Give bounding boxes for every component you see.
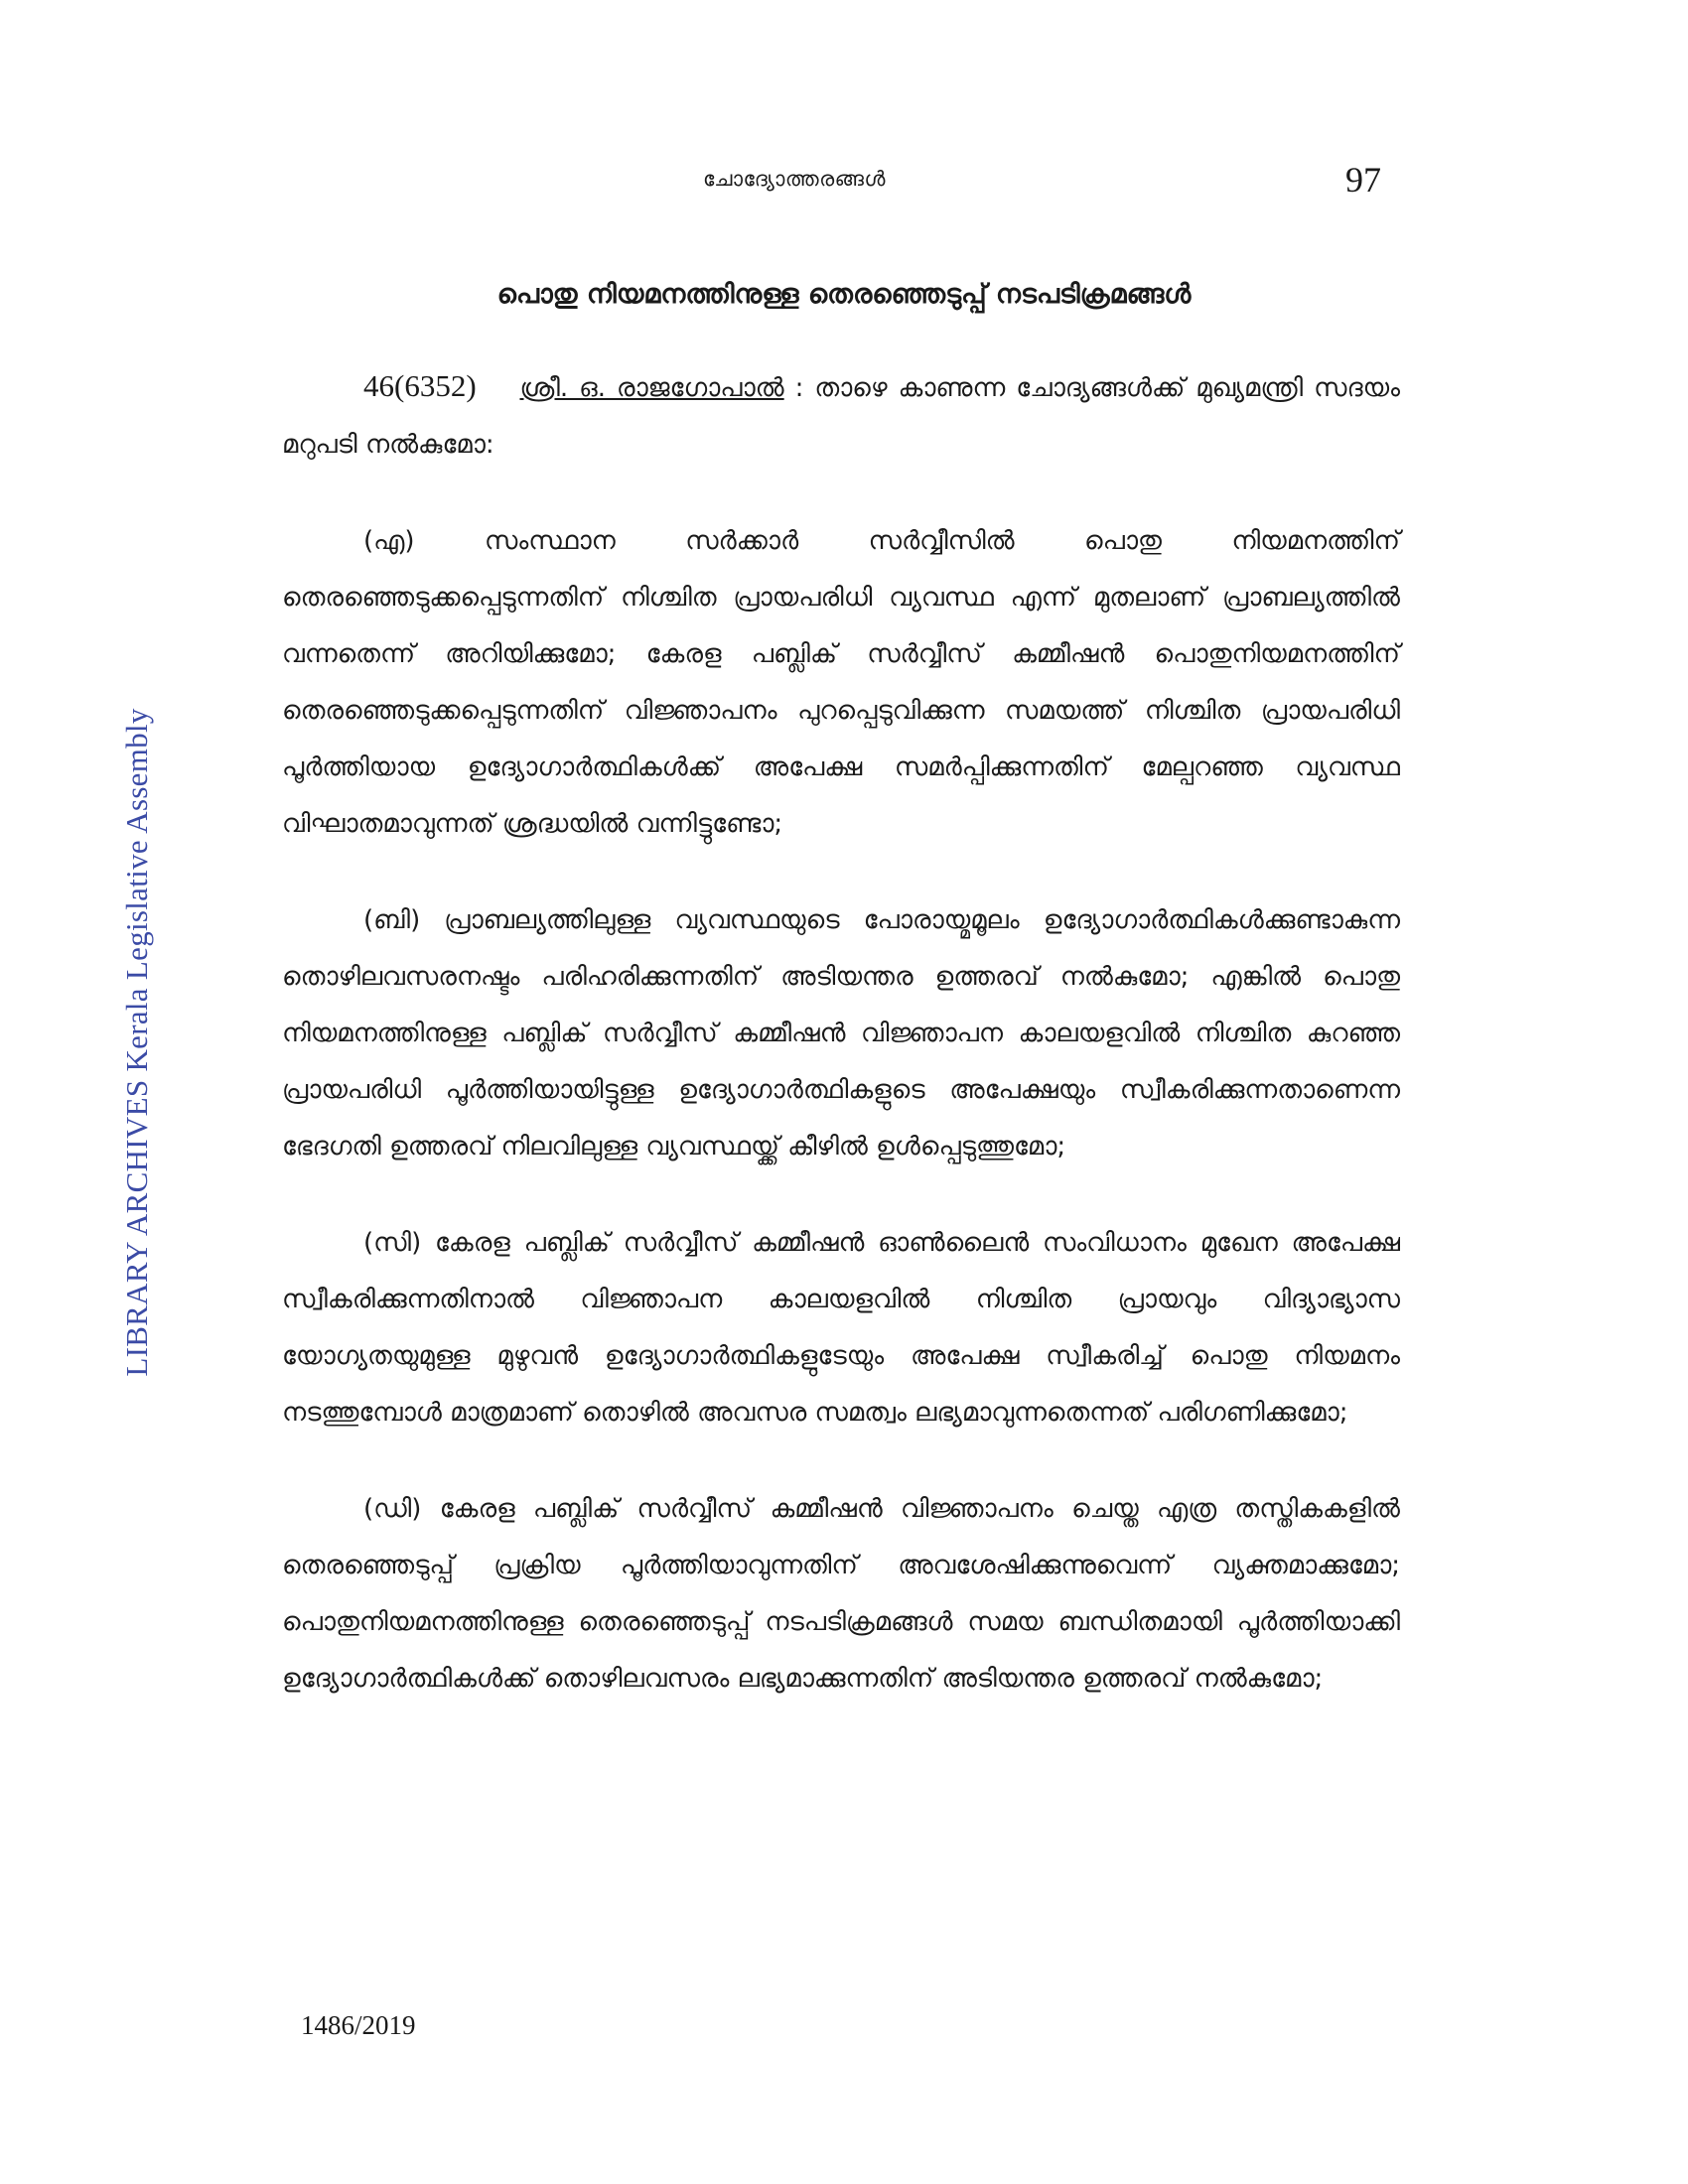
question-body xyxy=(282,357,1400,1747)
question-intro xyxy=(282,357,1400,474)
archive-watermark: LIBRARY ARCHIVES Kerala Legislative Assembly xyxy=(119,708,154,1377)
question-part-d: (ഡി) കേരള പബ്ലിക് സർവ്വീസ് കമ്മീഷൻ വിജ്ഞാപനം ചെയ്ത എത്ര തസ്തികകളിൽ തെരഞ്ഞെടുപ്പ് പ്രക്രിയ പൂർത്തിയാവുന്നതിന് അവശേഷിക്കുന്നുവെന്ന് വ്യക്തമാക്കുമോ; പൊതുനിയമനത്തിനുള്ള തെരഞ്ഞെടുപ്പ് നടപടിക്രമങ്ങൾ സമയ ബന്ധിതമായി പൂർത്തിയാക്കി ഉദ്യോഗാർത്ഥികൾക്ക് തൊഴിലവസരം ലഭ്യമാക്കുന്നതിന് അടിയന്തര ഉത്തരവ് നൽകുമോ; xyxy=(282,1494,1400,1694)
question-part-b: (ബി) പ്രാബല്യത്തിലുള്ള വ്യവസ്ഥയുടെ പോരായ്മമൂലം ഉദ്യോഗാർത്ഥികൾക്കുണ്ടാകുന്ന തൊഴിലവസരനഷ്ടം പരിഹരിക്കുന്നതിന് അടിയന്തര ഉത്തരവ് നൽകുമോ; എങ്കിൽ പൊതു നിയമനത്തിനുള്ള പബ്ലിക് സർവ്വീസ് കമ്മീഷൻ വിജ്ഞാപന കാലയളവിൽ നിശ്ചിത കുറഞ്ഞ പ്രായപരിധി പൂർത്തിയായിട്ടുള്ള ഉദ്യോഗാർത്ഥികളുടെ അപേക്ഷയും സ്വീകരിക്കുന്നതാണെന്ന ഭേദഗതി ഉത്തരവ് നിലവിലുള്ള വ്യവസ്ഥയ്ക്ക് കീഴിൽ ഉൾപ്പെടുത്തുമോ; xyxy=(282,905,1400,1161)
running-header-title: ചോദ്യോത്തരങ്ങൾ xyxy=(702,167,887,191)
question-part-c: (സി) കേരള പബ്ലിക് സർവ്വീസ് കമ്മീഷൻ ഓൺലൈൻ സംവിധാനം മുഖേന അപേക്ഷ സ്വീകരിക്കുന്നതിനാൽ വിജ്ഞാപന കാലയളവിൽ നിശ്ചിത പ്രായവും വിദ്യാഭ്യാസ യോഗ്യതയുമുള്ള മുഴുവൻ ഉദ്യോഗാർത്ഥികളുടേയും അപേക്ഷ സ്വീകരിച്ച് പൊതു നിയമനം നടത്തുമ്പോൾ മാത്രമാണ് തൊഴിൽ അവസര സമത്വം ലഭ്യമാവുന്നതെന്നത് പരിഗണിക്കുമോ; xyxy=(282,1228,1400,1428)
document-title: പൊതു നിയമനത്തിനുള്ള തെരഞ്ഞെടുപ്പ് നടപടിക്രമങ്ങൾ xyxy=(496,279,1192,310)
question-intro-text: : താഴെ കാണുന്ന ചോദ്യങ്ങൾക്ക് മുഖ്യമന്ത്രി സദയം മറുപടി നൽകുമോ: xyxy=(282,373,1401,460)
question-number: 46(6352) xyxy=(363,368,477,403)
member-name: ശ്രീ. ഒ. രാജഗോപാൽ xyxy=(519,373,784,403)
footer-code: 1486/2019 xyxy=(301,2010,416,2040)
page-number: 97 xyxy=(1345,160,1381,200)
question-part-a: (എ) സംസ്ഥാന സർക്കാർ സർവ്വീസിൽ പൊതു നിയമനത്തിന് തെരഞ്ഞെടുക്കപ്പെടുന്നതിന് നിശ്ചിത പ്രായപരിധി വ്യവസ്ഥ എന്ന് മുതലാണ് പ്രാബല്യത്തിൽ വന്നതെന്ന് അറിയിക്കുമോ; കേരള പബ്ലിക് സർവ്വീസ് കമ്മീഷൻ പൊതുനിയമനത്തിന് തെരഞ്ഞെടുക്കപ്പെടുന്നതിന് വിജ്ഞാപനം പുറപ്പെടുവിക്കുന്ന സമയത്ത് നിശ്ചിത പ്രായപരിധി പൂർത്തിയായ ഉദ്യോഗാർത്ഥികൾക്ക് അപേക്ഷ സമർപ്പിക്കുന്നതിന് മേല്പറഞ്ഞ വ്യവസ്ഥ വിഘാതമാവുന്നത് ശ്രദ്ധയിൽ വന്നിട്ടുണ്ടോ; xyxy=(282,526,1400,839)
